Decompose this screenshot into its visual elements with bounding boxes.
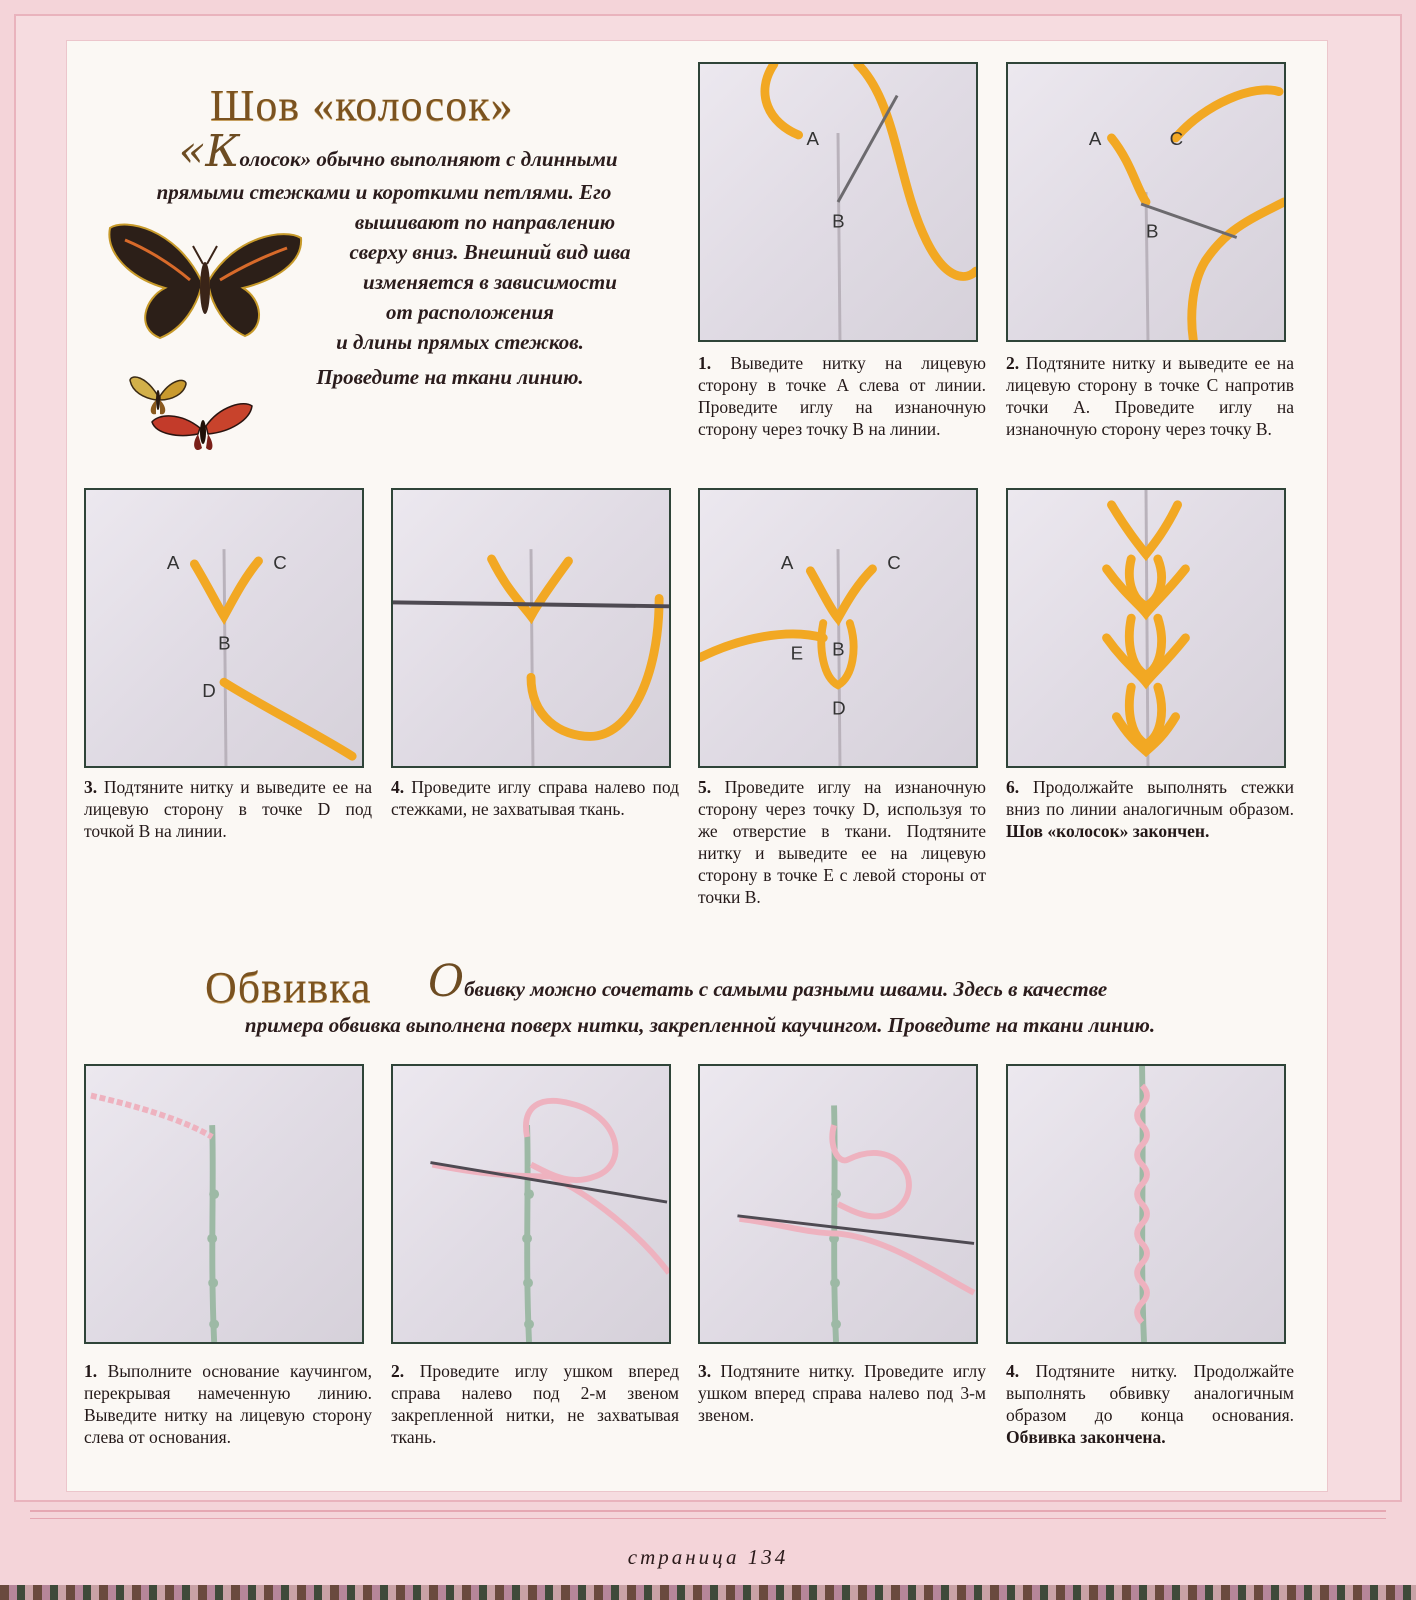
step-bold-tail: Обвивка закончена. <box>1006 1427 1166 1447</box>
step-text: Проведите иглу на изнаночную сторону через точку D, используя то же отверстие в ткани. Подтяните нитку и выведите ее на лицевую сторону в точке Е с левой стороны от точки В. <box>698 777 987 907</box>
step-number: 1. <box>698 353 712 373</box>
kolosok-intro-line-5: от расположения <box>385 300 554 324</box>
step1-label-b: B <box>832 210 845 232</box>
obvivka-step-3-caption <box>698 1360 986 1426</box>
butterfly-red-icon <box>150 398 255 456</box>
kolosok-step-5-caption <box>698 776 986 908</box>
kolosok-step-3-photo <box>84 488 364 768</box>
step1-label-a: A <box>806 127 819 149</box>
kolosok-step-1-caption <box>698 352 986 440</box>
step-number: 1. <box>84 1361 98 1381</box>
step3-label-b: B <box>218 632 231 654</box>
step-text: Подтяните нитку. Проведите иглу ушком вперед справа налево под 3-м звеном. <box>698 1361 986 1425</box>
step2-label-c: C <box>1169 127 1184 149</box>
step3-label-a: A <box>166 551 180 573</box>
step-number: 4. <box>391 777 405 797</box>
kolosok-step-4-photo <box>391 488 671 768</box>
kolosok-step-2-photo <box>1006 62 1286 342</box>
kolosok-step-6-caption <box>1006 776 1294 842</box>
obvivka-dropcap: О <box>428 956 465 1007</box>
step5-label-d: D <box>832 697 846 719</box>
obvivka-intro-first: бвивку можно сочетать с самыми разными швами. Здесь в качестве <box>464 977 1108 1001</box>
step-text: Подтяните нитку и выведите ее на лицевую сторону в точке С напротив точки А. Проведите иглу на изнаночную сторону через точку В. <box>1006 353 1295 439</box>
kolosok-intro-line-6: и длины прямых стежков. <box>336 330 584 354</box>
step-number: 2. <box>391 1361 405 1381</box>
step-text: Подтяните нитку и выведите ее на лицевую сторону в точке D под точкой В на линии. <box>84 777 373 841</box>
obvivka-intro-line-2: примера обвивка выполнена поверх нитки, закрепленной каучингом. Проведите на ткани линию. <box>244 1013 1156 1037</box>
step-number: 6. <box>1006 777 1020 797</box>
obvivka-step-2-caption <box>391 1360 679 1448</box>
step5-label-e: E <box>790 642 804 664</box>
step2-label-a: A <box>1088 127 1102 149</box>
step-text: Проведите иглу ушком вперед справа налево под 2-м звеном закрепленной нитки, не захватывая ткань. <box>391 1361 679 1447</box>
step-text: Проведите иглу справа налево под стежками, не захватывая ткань. <box>391 777 680 819</box>
step-text: Подтяните нитку. Продолжайте выполнять обвивку аналогичным образом до конца основания. <box>1006 1361 1294 1425</box>
step3-label-d: D <box>202 680 216 701</box>
obvivka-step-3-photo <box>698 1064 978 1344</box>
step-text: Продолжайте выполнять стежки вниз по линии аналогичным образом. <box>1006 777 1294 819</box>
obvivka-intro-line-1 <box>428 956 1208 1007</box>
kolosok-title: Шов «колосок» <box>210 81 514 130</box>
obvivka-step-4-photo <box>1006 1064 1286 1344</box>
kolosok-step-5-photo <box>698 488 978 768</box>
kolosok-step-3-caption <box>84 776 372 842</box>
step-text: Выполните основание каучингом, перекрывая намеченную линию. Выведите нитку на лицевую сторону слева от основания. <box>84 1361 372 1447</box>
step-bold-tail: Шов «колосок» закончен. <box>1006 821 1210 841</box>
kolosok-intro-first: олосок» обычно выполняют с длинными <box>239 147 618 171</box>
step-number: 5. <box>698 777 712 797</box>
page-number: страница 134 <box>627 1545 789 1569</box>
step5-label-a: A <box>780 551 794 573</box>
bottom-rule <box>30 1510 1386 1519</box>
step-number: 4. <box>1006 1361 1020 1381</box>
step5-label-c: C <box>887 551 901 573</box>
step2-label-b: B <box>1146 220 1159 242</box>
obvivka-step-2-photo <box>391 1064 671 1344</box>
kolosok-intro-line-1: прямыми стежками и короткими петлями. Его <box>156 180 612 204</box>
step3-label-c: C <box>273 551 287 573</box>
kolosok-intro-line-2: вышивают по направлению <box>354 210 616 234</box>
kolosok-dropcap: «К <box>178 126 240 177</box>
step5-label-b: B <box>832 638 845 660</box>
kolosok-intro-line-7: Проведите на ткани линию. <box>316 365 584 389</box>
obvivka-title: Обвивка <box>205 963 372 1012</box>
kolosok-intro-line-4: изменяется в зависимости <box>363 270 617 294</box>
kolosok-intro-line-3: сверху вниз. Внешний вид шва <box>349 240 631 264</box>
step-number: 3. <box>698 1361 712 1381</box>
step-number: 3. <box>84 777 98 797</box>
kolosok-step-1-photo <box>698 62 978 342</box>
obvivka-step-1-photo <box>84 1064 364 1344</box>
kolosok-step-6-photo <box>1006 488 1286 768</box>
step-number: 2. <box>1006 353 1020 373</box>
kolosok-step-4-caption <box>391 776 679 820</box>
kolosok-step-2-caption <box>1006 352 1294 440</box>
butterfly-large-icon <box>105 218 305 343</box>
kolosok-intro-line-0 <box>128 126 668 177</box>
obvivka-step-4-caption <box>1006 1360 1294 1448</box>
obvivka-step-1-caption <box>84 1360 372 1448</box>
floral-strip <box>0 1585 1416 1600</box>
step-text: Выведите нитку на лицевую сторону в точке А слева от линии. Проведите иглу на изнаночную сторону через точку В на линии. <box>698 353 987 439</box>
